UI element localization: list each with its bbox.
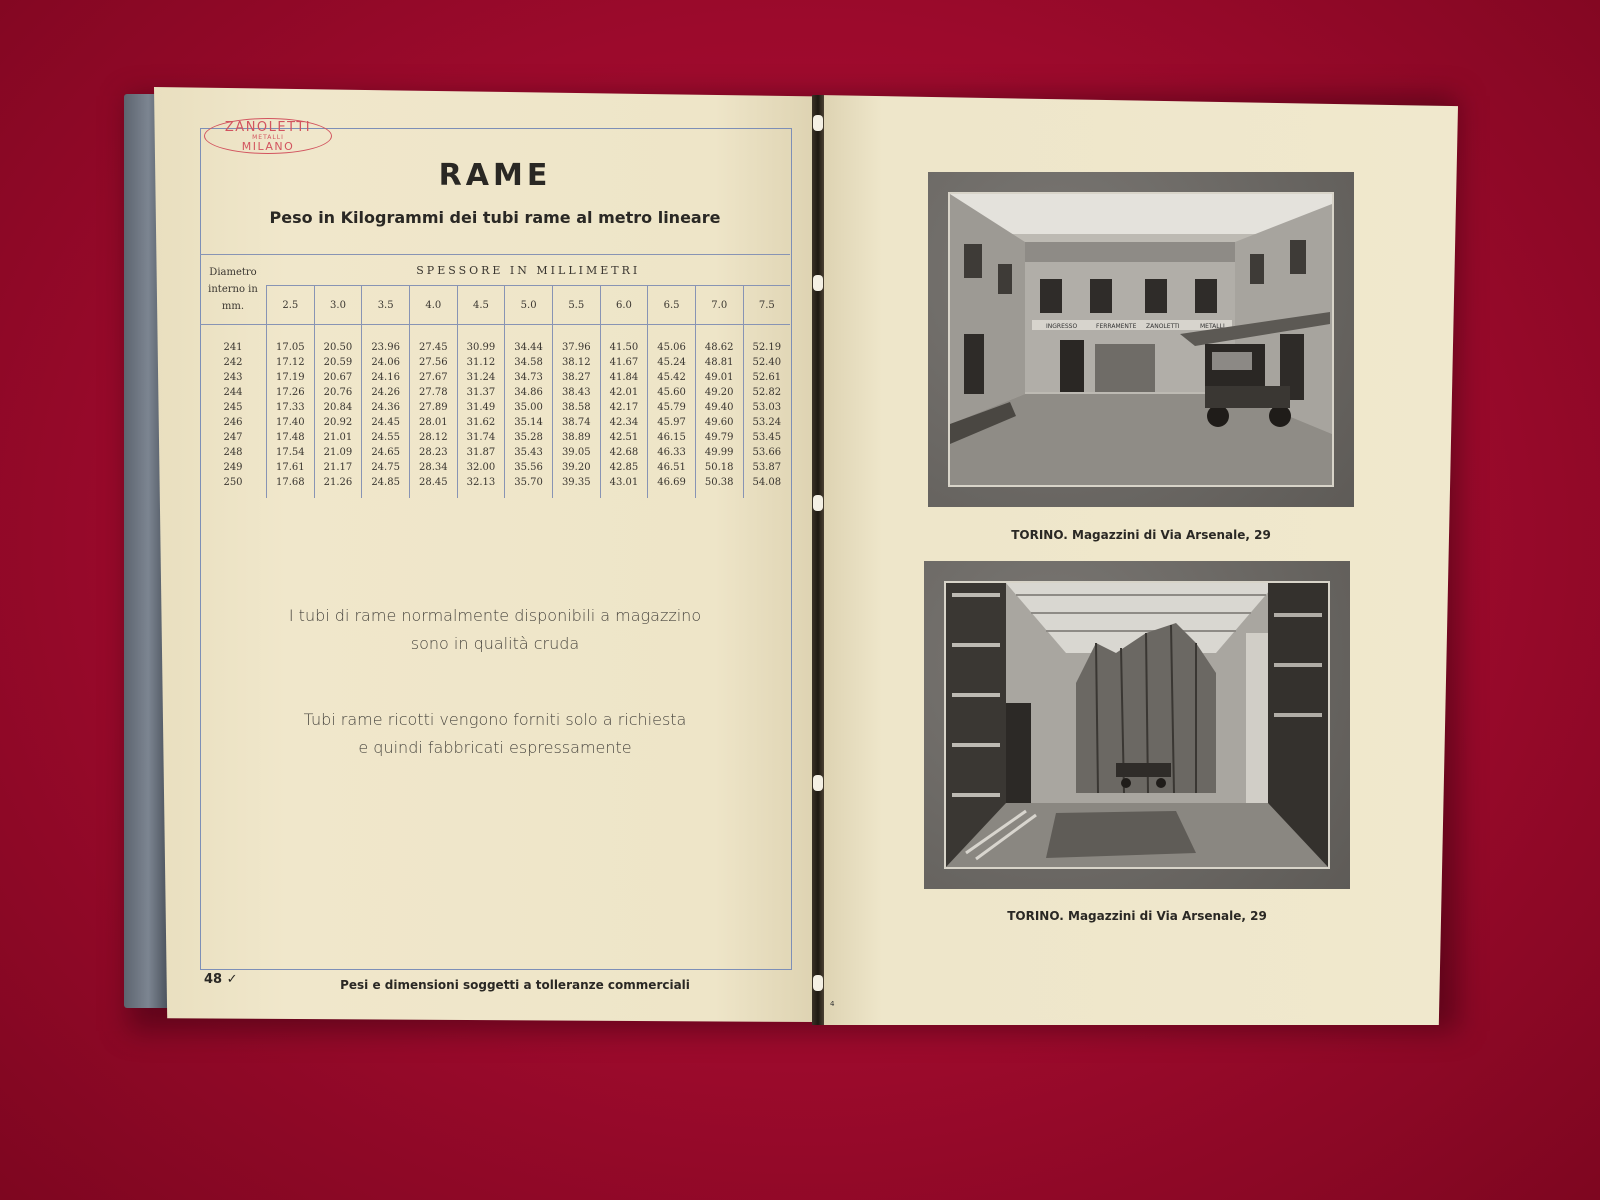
weight-cell: 38.43 [552,385,600,400]
diameter-cell: 247 [223,432,243,443]
page-footer: Pesi e dimensioni soggetti a tolleranze commerciali [340,978,690,992]
photo-warehouse-frame [924,561,1350,889]
table-spacer-cell [552,325,600,341]
weight-cell: 54.08 [743,475,790,498]
weight-cell: 46.51 [648,460,696,475]
weight-cell: 27.89 [409,400,457,415]
weight-cell: 32.13 [457,475,505,498]
weight-cell: 52.40 [743,355,790,370]
thickness-column-header: 4.5 [457,286,505,325]
weight-cell: 38.12 [552,355,600,370]
weight-cell: 35.00 [505,400,553,415]
table-row [200,430,790,445]
table-row [200,445,790,460]
thickness-column-header: 6.0 [600,286,648,325]
weight-cell: 52.19 [743,340,790,355]
diameter-header [200,255,267,325]
thickness-column-header: 7.0 [695,286,743,325]
photo-courtyard-caption: TORINO. Magazzini di Via Arsenale, 29 [1011,528,1271,542]
table-row [200,460,790,475]
thickness-header: SPESSORE IN MILLIMETRI [267,255,791,286]
sign-text: METALLI [1200,323,1225,330]
table-spacer-cell [267,325,315,341]
weight-cell: 24.26 [362,385,410,400]
weight-cell: 21.01 [314,430,362,445]
sign-text: FERRAMENTE [1096,323,1137,330]
diameter-header-line: Diametro [209,267,257,278]
weight-cell: 37.96 [552,340,600,355]
table-row [200,355,790,370]
photo-warehouse [944,581,1330,869]
table-body [200,325,790,499]
weight-cell: 31.24 [457,370,505,385]
weight-cell: 28.12 [409,430,457,445]
weight-cell: 24.85 [362,475,410,498]
weight-cell: 34.44 [505,340,553,355]
diameter-cell: 242 [223,357,243,368]
binding-stitch [813,775,823,791]
logo-line-3: MILANO [241,140,295,153]
weight-cell: 34.58 [505,355,553,370]
weight-cell: 45.60 [648,385,696,400]
weight-cell: 52.61 [743,370,790,385]
table-spacer-cell [648,325,696,341]
table-row [200,340,790,355]
page-title: RAME [438,158,552,193]
thickness-column-header: 5.5 [552,286,600,325]
table-row [200,415,790,430]
diameter-cell: 245 [223,402,243,413]
thickness-column-header: 7.5 [743,286,790,325]
zanoletti-logo-stamp [204,118,332,154]
weight-cell: 17.12 [267,355,315,370]
weight-cell: 23.96 [362,340,410,355]
weight-cell: 27.78 [409,385,457,400]
thickness-columns-row [200,286,790,325]
weight-cell: 28.23 [409,445,457,460]
thickness-column-header: 3.5 [362,286,410,325]
weight-cell: 42.17 [600,400,648,415]
diameter-cell: 250 [223,477,243,488]
weight-cell: 17.33 [267,400,315,415]
table-row [200,475,790,498]
weight-cell: 17.40 [267,415,315,430]
table-spacer-cell [600,325,648,341]
weight-cell: 41.84 [600,370,648,385]
courtyard-photo-illustration [950,194,1332,485]
book-gutter [812,95,824,1025]
weight-cell: 45.06 [648,340,696,355]
weight-cell: 43.01 [600,475,648,498]
table-row [200,385,790,400]
weight-cell: 38.58 [552,400,600,415]
weight-cell: 39.20 [552,460,600,475]
weight-cell: 21.09 [314,445,362,460]
weight-cell: 35.28 [505,430,553,445]
weight-cell: 17.68 [267,475,315,498]
note-line: sono in qualità cruda [410,634,580,653]
sign-text: ZANOLETTI [1146,323,1180,330]
table-spacer-cell [409,325,457,341]
weight-cell: 31.62 [457,415,505,430]
table-spacer-cell [743,325,790,341]
binding-stitch [813,275,823,291]
weight-cell: 53.87 [743,460,790,475]
weight-cell: 35.14 [505,415,553,430]
thickness-column-header: 4.0 [409,286,457,325]
weight-cell: 32.00 [457,460,505,475]
weight-cell: 49.60 [695,415,743,430]
thickness-column-header: 5.0 [505,286,553,325]
weight-cell: 42.34 [600,415,648,430]
diameter-header-line: mm. [221,301,245,312]
weight-cell: 49.20 [695,385,743,400]
weight-cell: 50.18 [695,460,743,475]
weight-cell: 52.82 [743,385,790,400]
weight-cell: 17.48 [267,430,315,445]
table-spacer-cell [314,325,362,341]
binding-stitch [813,495,823,511]
binding-stitch [813,975,823,991]
weight-cell: 24.36 [362,400,410,415]
weight-cell: 46.33 [648,445,696,460]
weight-cell: 53.03 [743,400,790,415]
signature-mark: 4 [830,1000,835,1008]
weight-cell: 39.05 [552,445,600,460]
thickness-column-header: 6.5 [648,286,696,325]
diameter-cell: 244 [223,387,243,398]
logo-line-2: METALLI [252,134,284,141]
weight-cell: 49.01 [695,370,743,385]
weight-cell: 24.55 [362,430,410,445]
weight-cell: 17.26 [267,385,315,400]
weight-cell: 46.15 [648,430,696,445]
weight-cell: 45.24 [648,355,696,370]
weight-cell: 41.50 [600,340,648,355]
weight-cell: 48.81 [695,355,743,370]
thickness-column-header: 3.0 [314,286,362,325]
note-crude-quality [200,602,790,658]
weight-cell: 53.66 [743,445,790,460]
weight-cell: 45.42 [648,370,696,385]
table-spacer-cell [457,325,505,341]
table-row [200,400,790,415]
diameter-cell: 248 [223,447,243,458]
weight-cell: 48.62 [695,340,743,355]
weight-cell: 49.40 [695,400,743,415]
weight-cell: 31.49 [457,400,505,415]
weight-cell: 45.79 [648,400,696,415]
weight-cell: 17.54 [267,445,315,460]
table-spacer-row [200,325,790,341]
weight-cell: 20.50 [314,340,362,355]
sign-text: INGRESSO [1046,323,1078,330]
photo-courtyard [948,192,1334,487]
diameter-cell: 246 [223,417,243,428]
weight-cell: 35.56 [505,460,553,475]
weight-cell: 42.51 [600,430,648,445]
weight-cell: 53.45 [743,430,790,445]
weight-cell: 41.67 [600,355,648,370]
weight-cell: 21.26 [314,475,362,498]
photo-warehouse-caption: TORINO. Magazzini di Via Arsenale, 29 [1007,909,1267,923]
weight-cell: 31.12 [457,355,505,370]
warehouse-photo-illustration [946,583,1328,867]
weight-cell: 31.87 [457,445,505,460]
weight-cell: 38.89 [552,430,600,445]
weight-cell: 20.67 [314,370,362,385]
weight-cell: 28.34 [409,460,457,475]
weight-cell: 24.75 [362,460,410,475]
table-spacer-cell [695,325,743,341]
table-spacer-cell [200,325,267,341]
page-subtitle: Peso in Kilogrammi dei tubi rame al metro lineare [269,208,721,227]
weight-cell: 42.01 [600,385,648,400]
weight-cell: 31.37 [457,385,505,400]
thickness-column-header: 2.5 [267,286,315,325]
weight-cell: 35.43 [505,445,553,460]
weight-cell: 24.06 [362,355,410,370]
weight-cell: 17.19 [267,370,315,385]
binding-stitch [813,115,823,131]
weight-cell: 49.99 [695,445,743,460]
weight-cell: 24.65 [362,445,410,460]
weight-cell: 17.61 [267,460,315,475]
table-spacer-cell [505,325,553,341]
copper-tube-weight-table [200,254,790,498]
weight-cell: 38.27 [552,370,600,385]
weight-cell: 20.84 [314,400,362,415]
note-annealed-on-request [200,706,790,762]
weight-cell: 46.69 [648,475,696,498]
weight-cell: 35.70 [505,475,553,498]
weight-cell: 27.56 [409,355,457,370]
weight-cell: 34.73 [505,370,553,385]
weight-cell: 42.85 [600,460,648,475]
note-line: e quindi fabbricati espressamente [358,738,632,757]
weight-cell: 20.59 [314,355,362,370]
weight-cell: 20.92 [314,415,362,430]
diameter-header-line: interno in [208,284,258,295]
weight-cell: 28.45 [409,475,457,498]
weight-cell: 30.99 [457,340,505,355]
weight-cell: 42.68 [600,445,648,460]
weight-cell: 27.45 [409,340,457,355]
note-line: I tubi di rame normalmente disponibili a magazzino [288,606,702,625]
weight-cell: 21.17 [314,460,362,475]
diameter-cell: 243 [223,372,243,383]
weight-cell: 27.67 [409,370,457,385]
page-number: 48 ✓ [204,972,238,987]
weight-cell: 50.38 [695,475,743,498]
logo-line-1: ZANOLETTI [224,120,312,135]
weight-cell: 17.05 [267,340,315,355]
weight-cell: 38.74 [552,415,600,430]
weight-cell: 20.76 [314,385,362,400]
weight-cell: 49.79 [695,430,743,445]
weight-cell: 24.45 [362,415,410,430]
table-spacer-cell [362,325,410,341]
weight-cell: 24.16 [362,370,410,385]
weight-cell: 31.74 [457,430,505,445]
table-row [200,370,790,385]
weight-cell: 28.01 [409,415,457,430]
weight-cell: 34.86 [505,385,553,400]
photo-courtyard-frame [928,172,1354,507]
weight-cell: 53.24 [743,415,790,430]
diameter-cell: 249 [223,462,243,473]
weight-cell: 39.35 [552,475,600,498]
note-line: Tubi rame ricotti vengono forniti solo a richiesta [303,710,687,729]
page-number-text: 48 [204,972,223,987]
diameter-cell: 241 [223,342,243,353]
weight-cell: 45.97 [648,415,696,430]
